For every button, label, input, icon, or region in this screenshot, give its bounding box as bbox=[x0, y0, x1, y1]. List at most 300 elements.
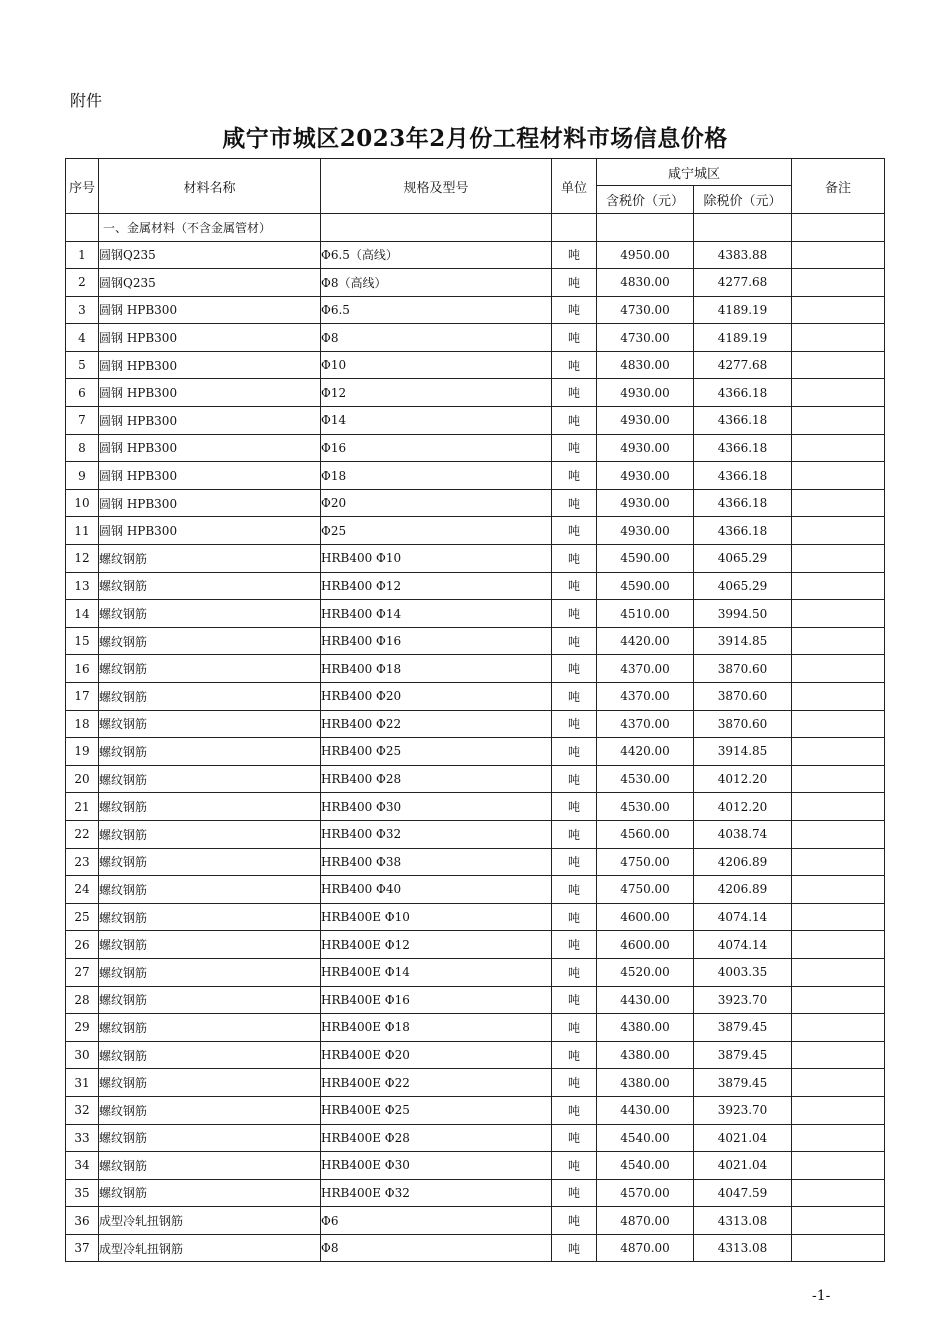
row-number: 29 bbox=[66, 1014, 99, 1042]
price-with-tax: 4750.00 bbox=[597, 876, 694, 904]
unit: 吨 bbox=[552, 903, 597, 931]
price-table bbox=[65, 158, 885, 1262]
unit: 吨 bbox=[552, 793, 597, 821]
price-with-tax: 4590.00 bbox=[597, 572, 694, 600]
header-price-tax: 含税价（元） bbox=[597, 186, 694, 214]
row-number: 28 bbox=[66, 986, 99, 1014]
price-without-tax: 4012.20 bbox=[694, 765, 792, 793]
remark bbox=[792, 1152, 885, 1180]
material-spec: Φ8 bbox=[321, 324, 552, 352]
table-row bbox=[66, 1207, 885, 1235]
price-with-tax: 4570.00 bbox=[597, 1179, 694, 1207]
row-number: 13 bbox=[66, 572, 99, 600]
table-row bbox=[66, 986, 885, 1014]
material-spec: HRB400 Φ12 bbox=[321, 572, 552, 600]
material-spec: HRB400E Φ25 bbox=[321, 1096, 552, 1124]
row-number: 18 bbox=[66, 710, 99, 738]
price-with-tax: 4830.00 bbox=[597, 269, 694, 297]
price-with-tax: 4380.00 bbox=[597, 1041, 694, 1069]
material-spec: HRB400E Φ12 bbox=[321, 931, 552, 959]
unit: 吨 bbox=[552, 765, 597, 793]
material-spec: Φ8（高线） bbox=[321, 269, 552, 297]
unit: 吨 bbox=[552, 1124, 597, 1152]
document-title: 咸宁市城区2023年2月份工程材料市场信息价格 bbox=[222, 125, 728, 152]
material-spec: HRB400 Φ38 bbox=[321, 848, 552, 876]
row-number: 32 bbox=[66, 1096, 99, 1124]
material-name: 螺纹钢筋 bbox=[99, 655, 321, 683]
material-name: 螺纹钢筋 bbox=[99, 1041, 321, 1069]
price-without-tax: 4074.14 bbox=[694, 931, 792, 959]
remark bbox=[792, 655, 885, 683]
price-without-tax: 4065.29 bbox=[694, 545, 792, 573]
price-with-tax: 4930.00 bbox=[597, 462, 694, 490]
table-row bbox=[66, 1234, 885, 1262]
unit: 吨 bbox=[552, 269, 597, 297]
unit: 吨 bbox=[552, 462, 597, 490]
header-unit: 单位 bbox=[552, 159, 597, 214]
unit: 吨 bbox=[552, 820, 597, 848]
material-name: 螺纹钢筋 bbox=[99, 710, 321, 738]
material-spec: Φ14 bbox=[321, 407, 552, 435]
table-row bbox=[66, 296, 885, 324]
table-row bbox=[66, 1041, 885, 1069]
section-title: 一、金属材料（不含金属管材） bbox=[99, 214, 321, 242]
price-without-tax: 4206.89 bbox=[694, 848, 792, 876]
price-with-tax: 4730.00 bbox=[597, 296, 694, 324]
material-spec: Φ10 bbox=[321, 351, 552, 379]
price-without-tax: 4366.18 bbox=[694, 407, 792, 435]
table-row bbox=[66, 655, 885, 683]
header-spec: 规格及型号 bbox=[321, 159, 552, 214]
material-name: 圆钢 HPB300 bbox=[99, 296, 321, 324]
table-row bbox=[66, 351, 885, 379]
price-without-tax: 4277.68 bbox=[694, 269, 792, 297]
unit: 吨 bbox=[552, 1207, 597, 1235]
price-without-tax: 3870.60 bbox=[694, 710, 792, 738]
material-name: 螺纹钢筋 bbox=[99, 1069, 321, 1097]
remark bbox=[792, 379, 885, 407]
material-spec: HRB400E Φ18 bbox=[321, 1014, 552, 1042]
table-row bbox=[66, 1096, 885, 1124]
price-without-tax: 3914.85 bbox=[694, 627, 792, 655]
row-number: 11 bbox=[66, 517, 99, 545]
price-without-tax: 3994.50 bbox=[694, 600, 792, 628]
price-with-tax: 4520.00 bbox=[597, 958, 694, 986]
price-with-tax: 4930.00 bbox=[597, 517, 694, 545]
row-number: 9 bbox=[66, 462, 99, 490]
row-number: 12 bbox=[66, 545, 99, 573]
section-empty-cell bbox=[597, 214, 694, 242]
row-number: 19 bbox=[66, 738, 99, 766]
price-without-tax: 4383.88 bbox=[694, 241, 792, 269]
price-without-tax: 4189.19 bbox=[694, 324, 792, 352]
unit: 吨 bbox=[552, 241, 597, 269]
unit: 吨 bbox=[552, 986, 597, 1014]
table-row bbox=[66, 434, 885, 462]
price-with-tax: 4430.00 bbox=[597, 986, 694, 1014]
price-without-tax: 3879.45 bbox=[694, 1069, 792, 1097]
row-number: 1 bbox=[66, 241, 99, 269]
price-without-tax: 4047.59 bbox=[694, 1179, 792, 1207]
material-name: 螺纹钢筋 bbox=[99, 627, 321, 655]
material-spec: Φ6.5 bbox=[321, 296, 552, 324]
material-spec: HRB400E Φ20 bbox=[321, 1041, 552, 1069]
material-name: 螺纹钢筋 bbox=[99, 1152, 321, 1180]
unit: 吨 bbox=[552, 738, 597, 766]
header-no: 序号 bbox=[66, 159, 99, 214]
row-number: 34 bbox=[66, 1152, 99, 1180]
table-row bbox=[66, 600, 885, 628]
remark bbox=[792, 765, 885, 793]
material-spec: HRB400E Φ10 bbox=[321, 903, 552, 931]
material-spec: Φ25 bbox=[321, 517, 552, 545]
material-spec: HRB400 Φ22 bbox=[321, 710, 552, 738]
unit: 吨 bbox=[552, 958, 597, 986]
material-name: 圆钢 HPB300 bbox=[99, 462, 321, 490]
remark bbox=[792, 793, 885, 821]
price-without-tax: 4189.19 bbox=[694, 296, 792, 324]
price-with-tax: 4560.00 bbox=[597, 820, 694, 848]
row-number: 5 bbox=[66, 351, 99, 379]
remark bbox=[792, 710, 885, 738]
row-number: 37 bbox=[66, 1234, 99, 1262]
unit: 吨 bbox=[552, 1069, 597, 1097]
remark bbox=[792, 269, 885, 297]
material-spec: Φ16 bbox=[321, 434, 552, 462]
price-without-tax: 4277.68 bbox=[694, 351, 792, 379]
price-without-tax: 4313.08 bbox=[694, 1207, 792, 1235]
unit: 吨 bbox=[552, 517, 597, 545]
price-with-tax: 4930.00 bbox=[597, 379, 694, 407]
price-with-tax: 4370.00 bbox=[597, 683, 694, 711]
unit: 吨 bbox=[552, 683, 597, 711]
material-name: 螺纹钢筋 bbox=[99, 1096, 321, 1124]
row-number: 35 bbox=[66, 1179, 99, 1207]
unit: 吨 bbox=[552, 848, 597, 876]
material-name: 螺纹钢筋 bbox=[99, 848, 321, 876]
price-with-tax: 4930.00 bbox=[597, 489, 694, 517]
unit: 吨 bbox=[552, 600, 597, 628]
material-name: 圆钢 HPB300 bbox=[99, 517, 321, 545]
material-spec: HRB400 Φ32 bbox=[321, 820, 552, 848]
material-name: 圆钢 HPB300 bbox=[99, 324, 321, 352]
material-name: 螺纹钢筋 bbox=[99, 765, 321, 793]
unit: 吨 bbox=[552, 489, 597, 517]
price-with-tax: 4750.00 bbox=[597, 848, 694, 876]
table-row bbox=[66, 876, 885, 904]
row-number: 4 bbox=[66, 324, 99, 352]
unit: 吨 bbox=[552, 1234, 597, 1262]
unit: 吨 bbox=[552, 627, 597, 655]
remark bbox=[792, 848, 885, 876]
price-with-tax: 4420.00 bbox=[597, 627, 694, 655]
material-name: 成型冷轧扭钢筋 bbox=[99, 1234, 321, 1262]
material-spec: HRB400E Φ22 bbox=[321, 1069, 552, 1097]
section-empty-cell bbox=[321, 214, 552, 242]
remark bbox=[792, 572, 885, 600]
price-with-tax: 4540.00 bbox=[597, 1124, 694, 1152]
table-row bbox=[66, 572, 885, 600]
material-spec: Φ18 bbox=[321, 462, 552, 490]
material-name: 成型冷轧扭钢筋 bbox=[99, 1207, 321, 1235]
remark bbox=[792, 986, 885, 1014]
unit: 吨 bbox=[552, 572, 597, 600]
row-number: 7 bbox=[66, 407, 99, 435]
table-row bbox=[66, 903, 885, 931]
material-name: 螺纹钢筋 bbox=[99, 738, 321, 766]
unit: 吨 bbox=[552, 710, 597, 738]
remark bbox=[792, 683, 885, 711]
unit: 吨 bbox=[552, 296, 597, 324]
remark bbox=[792, 296, 885, 324]
material-spec: HRB400E Φ30 bbox=[321, 1152, 552, 1180]
table-row bbox=[66, 379, 885, 407]
row-number: 8 bbox=[66, 434, 99, 462]
header-name: 材料名称 bbox=[99, 159, 321, 214]
price-with-tax: 4870.00 bbox=[597, 1207, 694, 1235]
material-name: 螺纹钢筋 bbox=[99, 1124, 321, 1152]
price-with-tax: 4370.00 bbox=[597, 710, 694, 738]
material-name: 圆钢 HPB300 bbox=[99, 407, 321, 435]
remark bbox=[792, 738, 885, 766]
table-row bbox=[66, 738, 885, 766]
unit: 吨 bbox=[552, 407, 597, 435]
table-row bbox=[66, 820, 885, 848]
table-row bbox=[66, 489, 885, 517]
price-without-tax: 4366.18 bbox=[694, 517, 792, 545]
row-number: 10 bbox=[66, 489, 99, 517]
price-without-tax: 3870.60 bbox=[694, 683, 792, 711]
price-with-tax: 4370.00 bbox=[597, 655, 694, 683]
price-with-tax: 4430.00 bbox=[597, 1096, 694, 1124]
price-without-tax: 4021.04 bbox=[694, 1124, 792, 1152]
price-with-tax: 4930.00 bbox=[597, 407, 694, 435]
material-spec: Φ20 bbox=[321, 489, 552, 517]
price-without-tax: 4021.04 bbox=[694, 1152, 792, 1180]
material-name: 螺纹钢筋 bbox=[99, 958, 321, 986]
price-with-tax: 4870.00 bbox=[597, 1234, 694, 1262]
row-number: 20 bbox=[66, 765, 99, 793]
material-spec: HRB400 Φ25 bbox=[321, 738, 552, 766]
remark bbox=[792, 517, 885, 545]
table-row bbox=[66, 1152, 885, 1180]
remark bbox=[792, 600, 885, 628]
table-row bbox=[66, 407, 885, 435]
price-with-tax: 4530.00 bbox=[597, 793, 694, 821]
unit: 吨 bbox=[552, 1179, 597, 1207]
remark bbox=[792, 820, 885, 848]
row-number: 16 bbox=[66, 655, 99, 683]
price-with-tax: 4380.00 bbox=[597, 1014, 694, 1042]
material-spec: Φ8 bbox=[321, 1234, 552, 1262]
table-row bbox=[66, 958, 885, 986]
remark bbox=[792, 489, 885, 517]
material-spec: HRB400 Φ18 bbox=[321, 655, 552, 683]
material-name: 螺纹钢筋 bbox=[99, 793, 321, 821]
remark bbox=[792, 1124, 885, 1152]
remark bbox=[792, 876, 885, 904]
row-number: 22 bbox=[66, 820, 99, 848]
price-without-tax: 4003.35 bbox=[694, 958, 792, 986]
unit: 吨 bbox=[552, 434, 597, 462]
table-row bbox=[66, 683, 885, 711]
remark bbox=[792, 324, 885, 352]
material-spec: HRB400 Φ30 bbox=[321, 793, 552, 821]
row-number: 26 bbox=[66, 931, 99, 959]
table-row bbox=[66, 1179, 885, 1207]
material-name: 螺纹钢筋 bbox=[99, 931, 321, 959]
price-with-tax: 4540.00 bbox=[597, 1152, 694, 1180]
remark bbox=[792, 351, 885, 379]
unit: 吨 bbox=[552, 1152, 597, 1180]
table-row bbox=[66, 1124, 885, 1152]
price-with-tax: 4730.00 bbox=[597, 324, 694, 352]
material-spec: HRB400 Φ28 bbox=[321, 765, 552, 793]
material-spec: HRB400 Φ14 bbox=[321, 600, 552, 628]
price-without-tax: 4366.18 bbox=[694, 489, 792, 517]
page-number: -1- bbox=[812, 1288, 831, 1304]
price-without-tax: 4313.08 bbox=[694, 1234, 792, 1262]
material-name: 螺纹钢筋 bbox=[99, 683, 321, 711]
price-without-tax: 4065.29 bbox=[694, 572, 792, 600]
material-name: 圆钢Q235 bbox=[99, 241, 321, 269]
material-name: 圆钢Q235 bbox=[99, 269, 321, 297]
row-number: 2 bbox=[66, 269, 99, 297]
row-number: 6 bbox=[66, 379, 99, 407]
price-with-tax: 4830.00 bbox=[597, 351, 694, 379]
row-number: 36 bbox=[66, 1207, 99, 1235]
header-region: 咸宁城区 bbox=[597, 159, 792, 186]
price-without-tax: 4074.14 bbox=[694, 903, 792, 931]
table-row bbox=[66, 848, 885, 876]
table-row bbox=[66, 462, 885, 490]
price-without-tax: 4206.89 bbox=[694, 876, 792, 904]
unit: 吨 bbox=[552, 324, 597, 352]
table-row bbox=[66, 1014, 885, 1042]
unit: 吨 bbox=[552, 351, 597, 379]
unit: 吨 bbox=[552, 379, 597, 407]
price-with-tax: 4530.00 bbox=[597, 765, 694, 793]
remark bbox=[792, 462, 885, 490]
remark bbox=[792, 1096, 885, 1124]
price-without-tax: 4366.18 bbox=[694, 379, 792, 407]
unit: 吨 bbox=[552, 1014, 597, 1042]
header-remark: 备注 bbox=[792, 159, 885, 214]
material-name: 圆钢 HPB300 bbox=[99, 434, 321, 462]
unit: 吨 bbox=[552, 655, 597, 683]
remark bbox=[792, 1069, 885, 1097]
material-name: 螺纹钢筋 bbox=[99, 986, 321, 1014]
price-without-tax: 3879.45 bbox=[694, 1041, 792, 1069]
remark bbox=[792, 434, 885, 462]
row-number: 15 bbox=[66, 627, 99, 655]
price-with-tax: 4950.00 bbox=[597, 241, 694, 269]
material-spec: Φ6.5（高线） bbox=[321, 241, 552, 269]
price-without-tax: 4366.18 bbox=[694, 462, 792, 490]
price-with-tax: 4600.00 bbox=[597, 931, 694, 959]
remark bbox=[792, 1014, 885, 1042]
attachment-label: 附件 bbox=[70, 91, 103, 110]
unit: 吨 bbox=[552, 876, 597, 904]
material-spec: Φ12 bbox=[321, 379, 552, 407]
table-row bbox=[66, 324, 885, 352]
remark bbox=[792, 545, 885, 573]
section-empty-cell bbox=[552, 214, 597, 242]
header-price-notax: 除税价（元） bbox=[694, 186, 792, 214]
table-row bbox=[66, 269, 885, 297]
price-without-tax: 3879.45 bbox=[694, 1014, 792, 1042]
row-number: 17 bbox=[66, 683, 99, 711]
table-row bbox=[66, 710, 885, 738]
row-number: 14 bbox=[66, 600, 99, 628]
price-without-tax: 4366.18 bbox=[694, 434, 792, 462]
table-row bbox=[66, 517, 885, 545]
price-without-tax: 4012.20 bbox=[694, 793, 792, 821]
remark bbox=[792, 1179, 885, 1207]
price-with-tax: 4600.00 bbox=[597, 903, 694, 931]
material-name: 螺纹钢筋 bbox=[99, 572, 321, 600]
row-number: 30 bbox=[66, 1041, 99, 1069]
price-with-tax: 4590.00 bbox=[597, 545, 694, 573]
material-spec: HRB400E Φ14 bbox=[321, 958, 552, 986]
material-spec: HRB400 Φ40 bbox=[321, 876, 552, 904]
material-name: 螺纹钢筋 bbox=[99, 1014, 321, 1042]
material-spec: Φ6 bbox=[321, 1207, 552, 1235]
price-with-tax: 4510.00 bbox=[597, 600, 694, 628]
price-without-tax: 3923.70 bbox=[694, 986, 792, 1014]
table-row bbox=[66, 765, 885, 793]
unit: 吨 bbox=[552, 931, 597, 959]
material-name: 圆钢 HPB300 bbox=[99, 351, 321, 379]
material-spec: HRB400E Φ16 bbox=[321, 986, 552, 1014]
row-number: 3 bbox=[66, 296, 99, 324]
table-row bbox=[66, 1069, 885, 1097]
section-no-cell bbox=[66, 214, 99, 242]
section-empty-cell bbox=[694, 214, 792, 242]
price-without-tax: 3914.85 bbox=[694, 738, 792, 766]
remark bbox=[792, 958, 885, 986]
row-number: 23 bbox=[66, 848, 99, 876]
row-number: 33 bbox=[66, 1124, 99, 1152]
table-row bbox=[66, 931, 885, 959]
row-number: 21 bbox=[66, 793, 99, 821]
price-without-tax: 3923.70 bbox=[694, 1096, 792, 1124]
remark bbox=[792, 627, 885, 655]
row-number: 25 bbox=[66, 903, 99, 931]
table-row bbox=[66, 241, 885, 269]
remark bbox=[792, 1234, 885, 1262]
material-spec: HRB400E Φ28 bbox=[321, 1124, 552, 1152]
material-name: 螺纹钢筋 bbox=[99, 903, 321, 931]
price-without-tax: 3870.60 bbox=[694, 655, 792, 683]
material-spec: HRB400 Φ16 bbox=[321, 627, 552, 655]
material-name: 螺纹钢筋 bbox=[99, 876, 321, 904]
material-name: 圆钢 HPB300 bbox=[99, 379, 321, 407]
price-with-tax: 4930.00 bbox=[597, 434, 694, 462]
material-spec: HRB400 Φ10 bbox=[321, 545, 552, 573]
table-row bbox=[66, 545, 885, 573]
table-row bbox=[66, 793, 885, 821]
material-name: 螺纹钢筋 bbox=[99, 1179, 321, 1207]
unit: 吨 bbox=[552, 1041, 597, 1069]
unit: 吨 bbox=[552, 545, 597, 573]
material-name: 螺纹钢筋 bbox=[99, 600, 321, 628]
remark bbox=[792, 241, 885, 269]
material-name: 螺纹钢筋 bbox=[99, 820, 321, 848]
remark bbox=[792, 407, 885, 435]
price-with-tax: 4380.00 bbox=[597, 1069, 694, 1097]
row-number: 27 bbox=[66, 958, 99, 986]
